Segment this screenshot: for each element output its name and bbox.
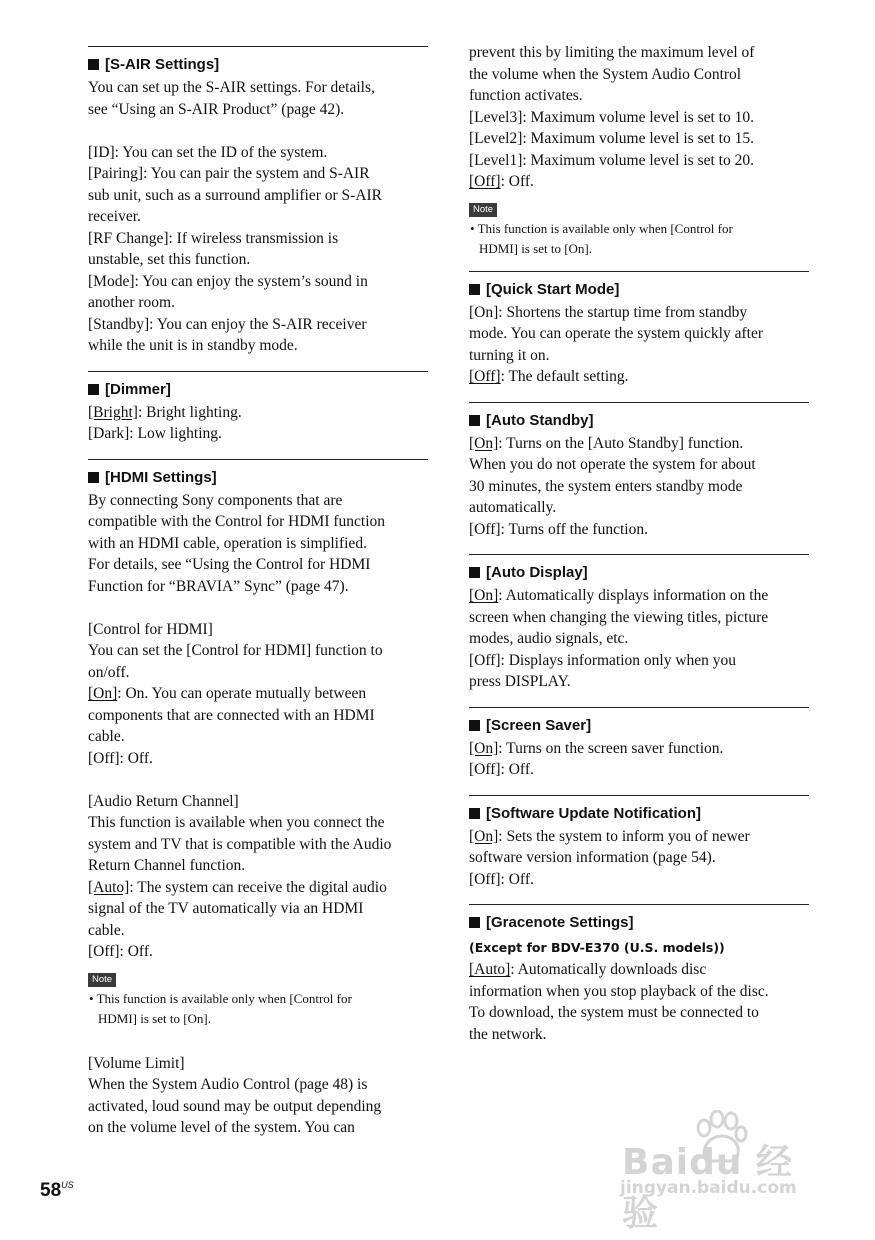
text-line: turning it on. [469, 346, 550, 364]
default-option: [Bright] [88, 403, 138, 421]
text-line: the network. [469, 1025, 547, 1043]
text-line: Return Channel function. [88, 857, 246, 874]
region-code: US [61, 1180, 74, 1190]
text-line: [Dark]: Low lighting. [88, 425, 222, 442]
text-line: [Off]: The default setting. [469, 368, 629, 385]
text-line: By connecting Sony components that are [88, 491, 343, 509]
text-line: prevent this by limiting the maximum level of [469, 44, 755, 61]
text-line: [Level2]: Maximum volume level is set to 15. [469, 130, 754, 147]
text-line: system and TV that is compatible with the Audio [88, 835, 392, 853]
text-line: activated, loud sound may be output depending [88, 1097, 382, 1115]
default-option: [On] [469, 587, 499, 604]
page-number: $58^{US}$ [40, 1180, 74, 1201]
text-line: cable. [88, 921, 125, 939]
section-divider [469, 402, 809, 403]
square-bullet-icon [469, 567, 480, 578]
section-hdmi-settings [88, 468, 428, 1139]
text-line: To download, the system must be connected to [469, 1004, 759, 1021]
default-option: [On] [469, 739, 499, 757]
section-heading: [Gracenote Settings] [469, 913, 809, 933]
text-line: automatically. [469, 499, 557, 516]
text-line: on the volume level of the system. You can [88, 1119, 355, 1136]
square-bullet-icon [469, 808, 480, 819]
text-line: [On]: Automatically displays information on the [469, 587, 769, 604]
text-line: another room. [88, 294, 175, 311]
subsection-title: [Control for HDMI] [88, 620, 213, 638]
text-line: [Off]: Off. [88, 943, 153, 960]
section-divider [469, 795, 809, 796]
text-line: information when you stop playback of the disc. [469, 982, 769, 1000]
section-heading: [Auto Standby] [469, 411, 809, 431]
text-line: [Level3]: Maximum volume level is set to 10. [469, 108, 754, 126]
text-line: [On]: On. You can operate mutually between [88, 685, 367, 702]
text-line: components that are connected with an HDMI [88, 706, 375, 724]
default-option: [On] [469, 827, 499, 845]
section-s-air-settings [88, 55, 428, 371]
text-line: [RF Change]: If wireless transmission is [88, 229, 339, 247]
section-heading: [Software Update Notification] [469, 804, 809, 824]
square-bullet-icon [88, 472, 99, 483]
section-quick-start-mode [469, 280, 809, 402]
section-divider [469, 707, 809, 708]
text-line: signal of the TV automatically via an HDMI [88, 900, 364, 917]
text-line: [Pairing]: You can pair the system and S-AIR [88, 165, 370, 182]
note-label: Note [88, 973, 116, 987]
section-divider [88, 371, 428, 372]
text-line: [Standby]: You can enjoy the S-AIR receiver [88, 315, 367, 333]
text-line: [Bright]: Bright lighting. [88, 403, 242, 421]
text-line: This function is available when you connect the [88, 814, 385, 831]
default-option: [Auto] [469, 961, 511, 978]
section-heading: [Dimmer] [88, 380, 428, 400]
section-software-update-notification [469, 804, 809, 905]
default-option: [On] [88, 685, 118, 702]
text-line: screen when changing the viewing titles, picture [469, 608, 769, 626]
text-line: 30 minutes, the system enters standby mode [469, 477, 743, 495]
text-line: [Off]: Off. [88, 749, 153, 767]
section-screen-saver [469, 716, 809, 795]
text-line: function activates. [469, 87, 583, 104]
model-exception-subtitle: (Except for BDV-E370 (U.S. models)) [469, 940, 725, 955]
text-line: When the System Audio Control (page 48) is [88, 1076, 368, 1093]
text-line: [On]: Turns on the screen saver function. [469, 739, 724, 757]
square-bullet-icon [469, 284, 480, 295]
subsection-title: [Audio Return Channel] [88, 792, 239, 810]
section-heading: [S-AIR Settings] [88, 55, 428, 75]
section-divider [88, 46, 428, 47]
text-line: [Off]: Off. [469, 870, 534, 888]
square-bullet-icon [88, 59, 99, 70]
text-line: [ID]: You can set the ID of the system. [88, 143, 328, 161]
section-divider [469, 554, 809, 555]
default-option: [Off] [469, 368, 501, 385]
left-column [88, 40, 428, 1139]
text-line: [Off]: Displays information only when you [469, 651, 737, 669]
text-line: mode. You can operate the system quickly after [469, 325, 763, 342]
text-line: sub unit, such as a surround amplifier or S-AIR [88, 186, 383, 204]
section-gracenote-settings [469, 913, 809, 1045]
text-line: compatible with the Control for HDMI function [88, 513, 386, 530]
text-line: on/off. [88, 663, 130, 681]
text-line: You can set up the S-AIR settings. For details, [88, 79, 375, 96]
text-line: while the unit is in standby mode. [88, 337, 298, 354]
watermark-url: jingyan.baidu.com [620, 1178, 797, 1198]
section-heading: [HDMI Settings] [88, 468, 428, 488]
text-line: the volume when the System Audio Control [469, 65, 742, 83]
text-line: [Off]: Off. [469, 173, 534, 190]
square-bullet-icon [469, 720, 480, 731]
text-line: [On]: Turns on the [Auto Standby] function. [469, 434, 744, 452]
text-line: press DISPLAY. [469, 673, 571, 690]
section-divider [469, 271, 809, 272]
section-heading: [Auto Display] [469, 563, 809, 583]
square-bullet-icon [88, 384, 99, 395]
text-line: [Off]: Off. [469, 761, 534, 778]
right-column [469, 42, 809, 1045]
section-heading: [Screen Saver] [469, 716, 809, 736]
subsection-title: [Volume Limit] [88, 1054, 185, 1072]
watermark-main-text: Baidu 经验 [622, 1142, 794, 1234]
section-dimmer [88, 380, 428, 459]
note-label: Note [469, 203, 497, 217]
section-heading: [Quick Start Mode] [469, 280, 809, 300]
text-line: When you do not operate the system for about [469, 456, 756, 473]
text-line: [Mode]: You can enjoy the system’s sound in [88, 272, 368, 290]
text-line: You can set the [Control for HDMI] function to [88, 642, 383, 659]
text-line: receiver. [88, 208, 141, 225]
text-line: Function for “BRAVIA” Sync” (page 47). [88, 577, 349, 595]
default-option: [On] [469, 434, 499, 452]
text-line: software version information (page 54). [469, 849, 716, 866]
section-volume-limit-continued [469, 42, 809, 265]
baidu-jingyan-watermark [620, 1110, 825, 1234]
text-line: [Off]: Turns off the function. [469, 520, 648, 538]
square-bullet-icon [469, 415, 480, 426]
default-option: [Auto] [88, 878, 130, 896]
text-line: For details, see “Using the Control for HDMI [88, 556, 371, 573]
text-line: with an HDMI cable, operation is simplified. [88, 534, 367, 552]
text-line: cable. [88, 728, 125, 745]
note-text: • This function is available only when [Control for HDMI] is set to [On]. [89, 990, 352, 1026]
text-line: modes, audio signals, etc. [469, 630, 629, 647]
text-line: [On]: Shortens the startup time from standby [469, 303, 748, 321]
section-divider [88, 459, 428, 460]
text-line: see “Using an S-AIR Product” (page 42). [88, 100, 345, 118]
default-option: [Off] [469, 173, 501, 190]
section-auto-standby [469, 411, 809, 555]
note-text: • This function is available only when [Control for HDMI] is set to [On]. [470, 220, 733, 256]
section-auto-display [469, 563, 809, 707]
text-line: [Auto]: Automatically downloads disc [469, 961, 707, 978]
text-line: [Level1]: Maximum volume level is set to 20. [469, 151, 754, 169]
text-line: [On]: Sets the system to inform you of newer [469, 827, 750, 845]
text-line: unstable, set this function. [88, 251, 251, 268]
square-bullet-icon [469, 917, 480, 928]
section-divider [469, 904, 809, 905]
text-line: [Auto]: The system can receive the digital audio [88, 878, 387, 896]
